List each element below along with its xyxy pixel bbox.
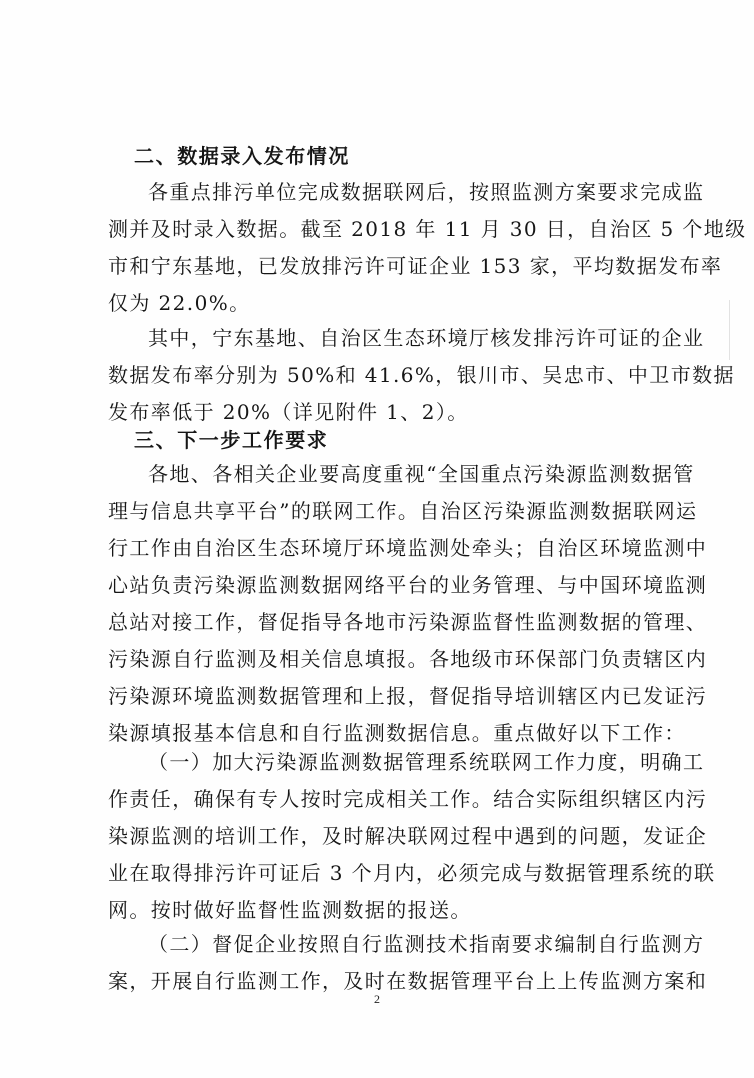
paragraph-line: （一）加大污染源监测数据管理系统联网工作力度，明确工 — [148, 750, 705, 774]
heading-text: 二、数据录入发布情况 — [134, 144, 350, 168]
paragraph-line: 污染源环境监测数据管理和上报，督促指导培训辖区内已发证污 — [108, 684, 708, 708]
paragraph-line: 行工作由自治区生态环境厅环境监测处牵头；自治区环境监测中 — [108, 536, 708, 560]
section-heading-data-entry — [134, 138, 694, 175]
paragraph-line: 染源监测的培训工作，及时解决联网过程中遇到的问题，发证企 — [108, 824, 708, 848]
paragraph-line: 案，开展自行监测工作，及时在数据管理平台上上传监测方案和 — [108, 969, 708, 993]
heading-text: 三、下一步工作要求 — [134, 428, 329, 452]
paragraph-line: 仅为 22.0%。 — [108, 291, 251, 315]
paragraph-line: 测并及时录入数据。截至 2018 年 11 月 30 日，自治区 5 个地级 — [108, 217, 747, 241]
section-heading-next-steps — [134, 422, 694, 459]
paragraph-line: 染源填报基本信息和自行监测数据信息。重点做好以下工作： — [108, 721, 686, 745]
paragraph-line: 理与信息共享平台”的联网工作。自治区污染源监测数据联网运 — [108, 499, 698, 523]
paragraph-data-entry-status — [108, 174, 747, 322]
list-item-2 — [108, 926, 708, 1000]
page-number: 2 — [374, 992, 380, 1006]
paragraph-line: 污染源自行监测及相关信息填报。各地级市环保部门负责辖区内 — [108, 647, 708, 671]
paragraph-release-rates — [108, 320, 735, 431]
paragraph-line: 各地、各相关企业要高度重视“全国重点污染源监测数据管 — [148, 462, 695, 486]
paragraph-line: 其中，宁东基地、自治区生态环境厅核发排污许可证的企业 — [148, 326, 705, 350]
paragraph-work-requirements — [108, 456, 708, 752]
paragraph-line: 总站对接工作，督促指导各地市污染源监督性监测数据的管理、 — [108, 610, 708, 634]
paragraph-line: 业在取得排污许可证后 3 个月内，必须完成与数据管理系统的联 — [108, 861, 716, 885]
scan-mark — [729, 300, 730, 360]
paragraph-line: 数据发布率分别为 50%和 41.6%，银川市、吴忠市、中卫市数据 — [108, 363, 735, 387]
paragraph-line: 市和宁东基地，已发放排污许可证企业 153 家，平均数据发布率 — [108, 254, 723, 278]
paragraph-line: 发布率低于 20%（详见附件 1、2）。 — [108, 400, 469, 424]
paragraph-line: 各重点排污单位完成数据联网后，按照监测方案要求完成监 — [148, 180, 705, 204]
paragraph-line: 作责任，确保有专人按时完成相关工作。结合实际组织辖区内污 — [108, 787, 708, 811]
paragraph-line: （二）督促企业按照自行监测技术指南要求编制自行监测方 — [148, 932, 705, 956]
list-item-1 — [108, 744, 716, 929]
paragraph-line: 心站负责污染源监测数据网络平台的业务管理、与中国环境监测 — [108, 573, 708, 597]
paragraph-line: 网。按时做好监督性监测数据的报送。 — [108, 898, 472, 922]
